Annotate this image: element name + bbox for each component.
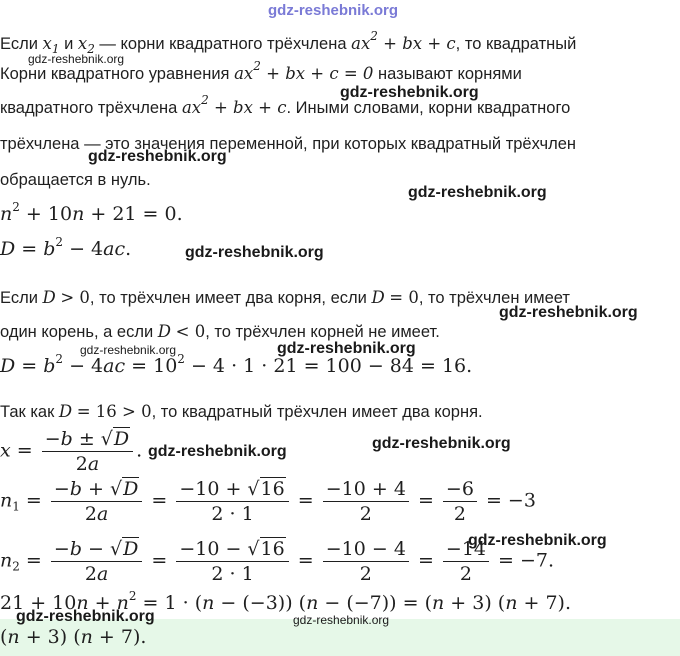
para2-line4: обращается в нуль. (0, 171, 151, 189)
watermark: gdz-reshebnik.org (468, 532, 607, 549)
equation-factorization: $21 + 10n + n^2 = 1 \cdot (n - (-3)) (n - (-7)) = (n + 3) (n + 7)$. (0, 589, 571, 614)
para1-text-d: , то квадратный (455, 35, 577, 53)
para2-line3: трёхчлена — это значения переменной, при которых квадратный трёхчлен (0, 135, 577, 153)
para3-text-1b: , то трёхчлен имеет два корня, если (89, 289, 367, 307)
para1-text-a: Если (0, 35, 38, 53)
watermark: gdz-reshebnik.org (28, 52, 125, 66)
para3-text-2a: один корень, а если (0, 323, 154, 341)
watermark: gdz-reshebnik.org (293, 613, 390, 627)
watermark: gdz-reshebnik.org (185, 244, 324, 261)
para1-text-b: и (64, 35, 74, 53)
para4-text-b: , то квадратный трёхчлен имеет два корня. (151, 403, 483, 421)
answer: (n + 3) (n + 7). (0, 626, 147, 648)
watermark: gdz-reshebnik.org (80, 343, 177, 357)
para2-text-1: Корни квадратного уравнения (0, 65, 230, 83)
watermark-top: gdz-reshebnik.org (268, 2, 399, 19)
equation-n2: $n_2$ = $\frac{-b - √D}{2a}$ = $\frac{-10 - √16}{2 \cdot 1}$ = $\frac{-10 - 4}{2}$ = $\frac{-14}{2}$ = −7. (0, 538, 555, 585)
equation-3: $D = b^2 - 4ac = 10^2 - 4 \cdot 1 \cdot 21 = 100 - 84 = 16$. (0, 352, 473, 377)
equation-2: $D = b^2 - 4ac$. (0, 235, 132, 260)
para2-text-2: квадратного трёхчлена (0, 99, 178, 117)
para3-text-1a: Если (0, 289, 38, 307)
watermark: gdz-reshebnik.org (408, 184, 547, 201)
equation-x-formula: x = $\frac{-b \pm √D}{2a}$ . (0, 428, 143, 475)
equation-n1: $n_1$ = $\frac{-b + √D}{2a}$ = $\frac{-10 + √16}{2 \cdot 1}$ = $\frac{-10 + 4}{2}$ = $\frac{-6}{2}$ = −3 (0, 478, 536, 525)
equation-1: $n^2 + 10n + 21 = 0$. (0, 200, 183, 225)
watermark: gdz-reshebnik.org (340, 84, 479, 101)
para2-text-1b: называют корнями (378, 65, 522, 83)
watermark: gdz-reshebnik.org (148, 443, 287, 460)
para1-text-c: — корни квадратного трёхчлена (99, 35, 347, 53)
para1-line: Если $x_1$ и $x_2$ — корни квадратного трёхчлена $ax^2$ + bx + c, то квадратный (0, 29, 577, 56)
para2-line2: квадратного трёхчлена $ax^2$ + bx + c. Иными словами, корни квадратного (0, 93, 571, 117)
watermark: gdz-reshebnik.org (88, 148, 227, 165)
watermark: gdz-reshebnik.org (499, 304, 638, 321)
watermark: gdz-reshebnik.org (277, 340, 416, 357)
para2-line1: Корни квадратного уравнения $ax^2$ + bx + c = 0 называют корнями (0, 59, 522, 83)
para3-line1: Если D > 0, то трёхчлен имеет два корня, если D = 0, то трёхчлен имеет (0, 288, 570, 307)
para3-line2: один корень, а если D < 0, то трёхчлен корней не имеет. (0, 322, 440, 341)
para4-text-a: Так как (0, 403, 55, 421)
watermark: gdz-reshebnik.org (372, 435, 511, 452)
para3-text-2b: , то трёхчлен корней не имеет. (205, 323, 440, 341)
watermark: gdz-reshebnik.org (16, 608, 155, 625)
para3-text-1c: , то трёхчлен имеет (418, 289, 570, 307)
para2-text-2b: . Иными словами, корни квадратного (286, 99, 571, 117)
para4-line: Так как D = 16 > 0, то квадратный трёхчлен имеет два корня. (0, 402, 483, 421)
